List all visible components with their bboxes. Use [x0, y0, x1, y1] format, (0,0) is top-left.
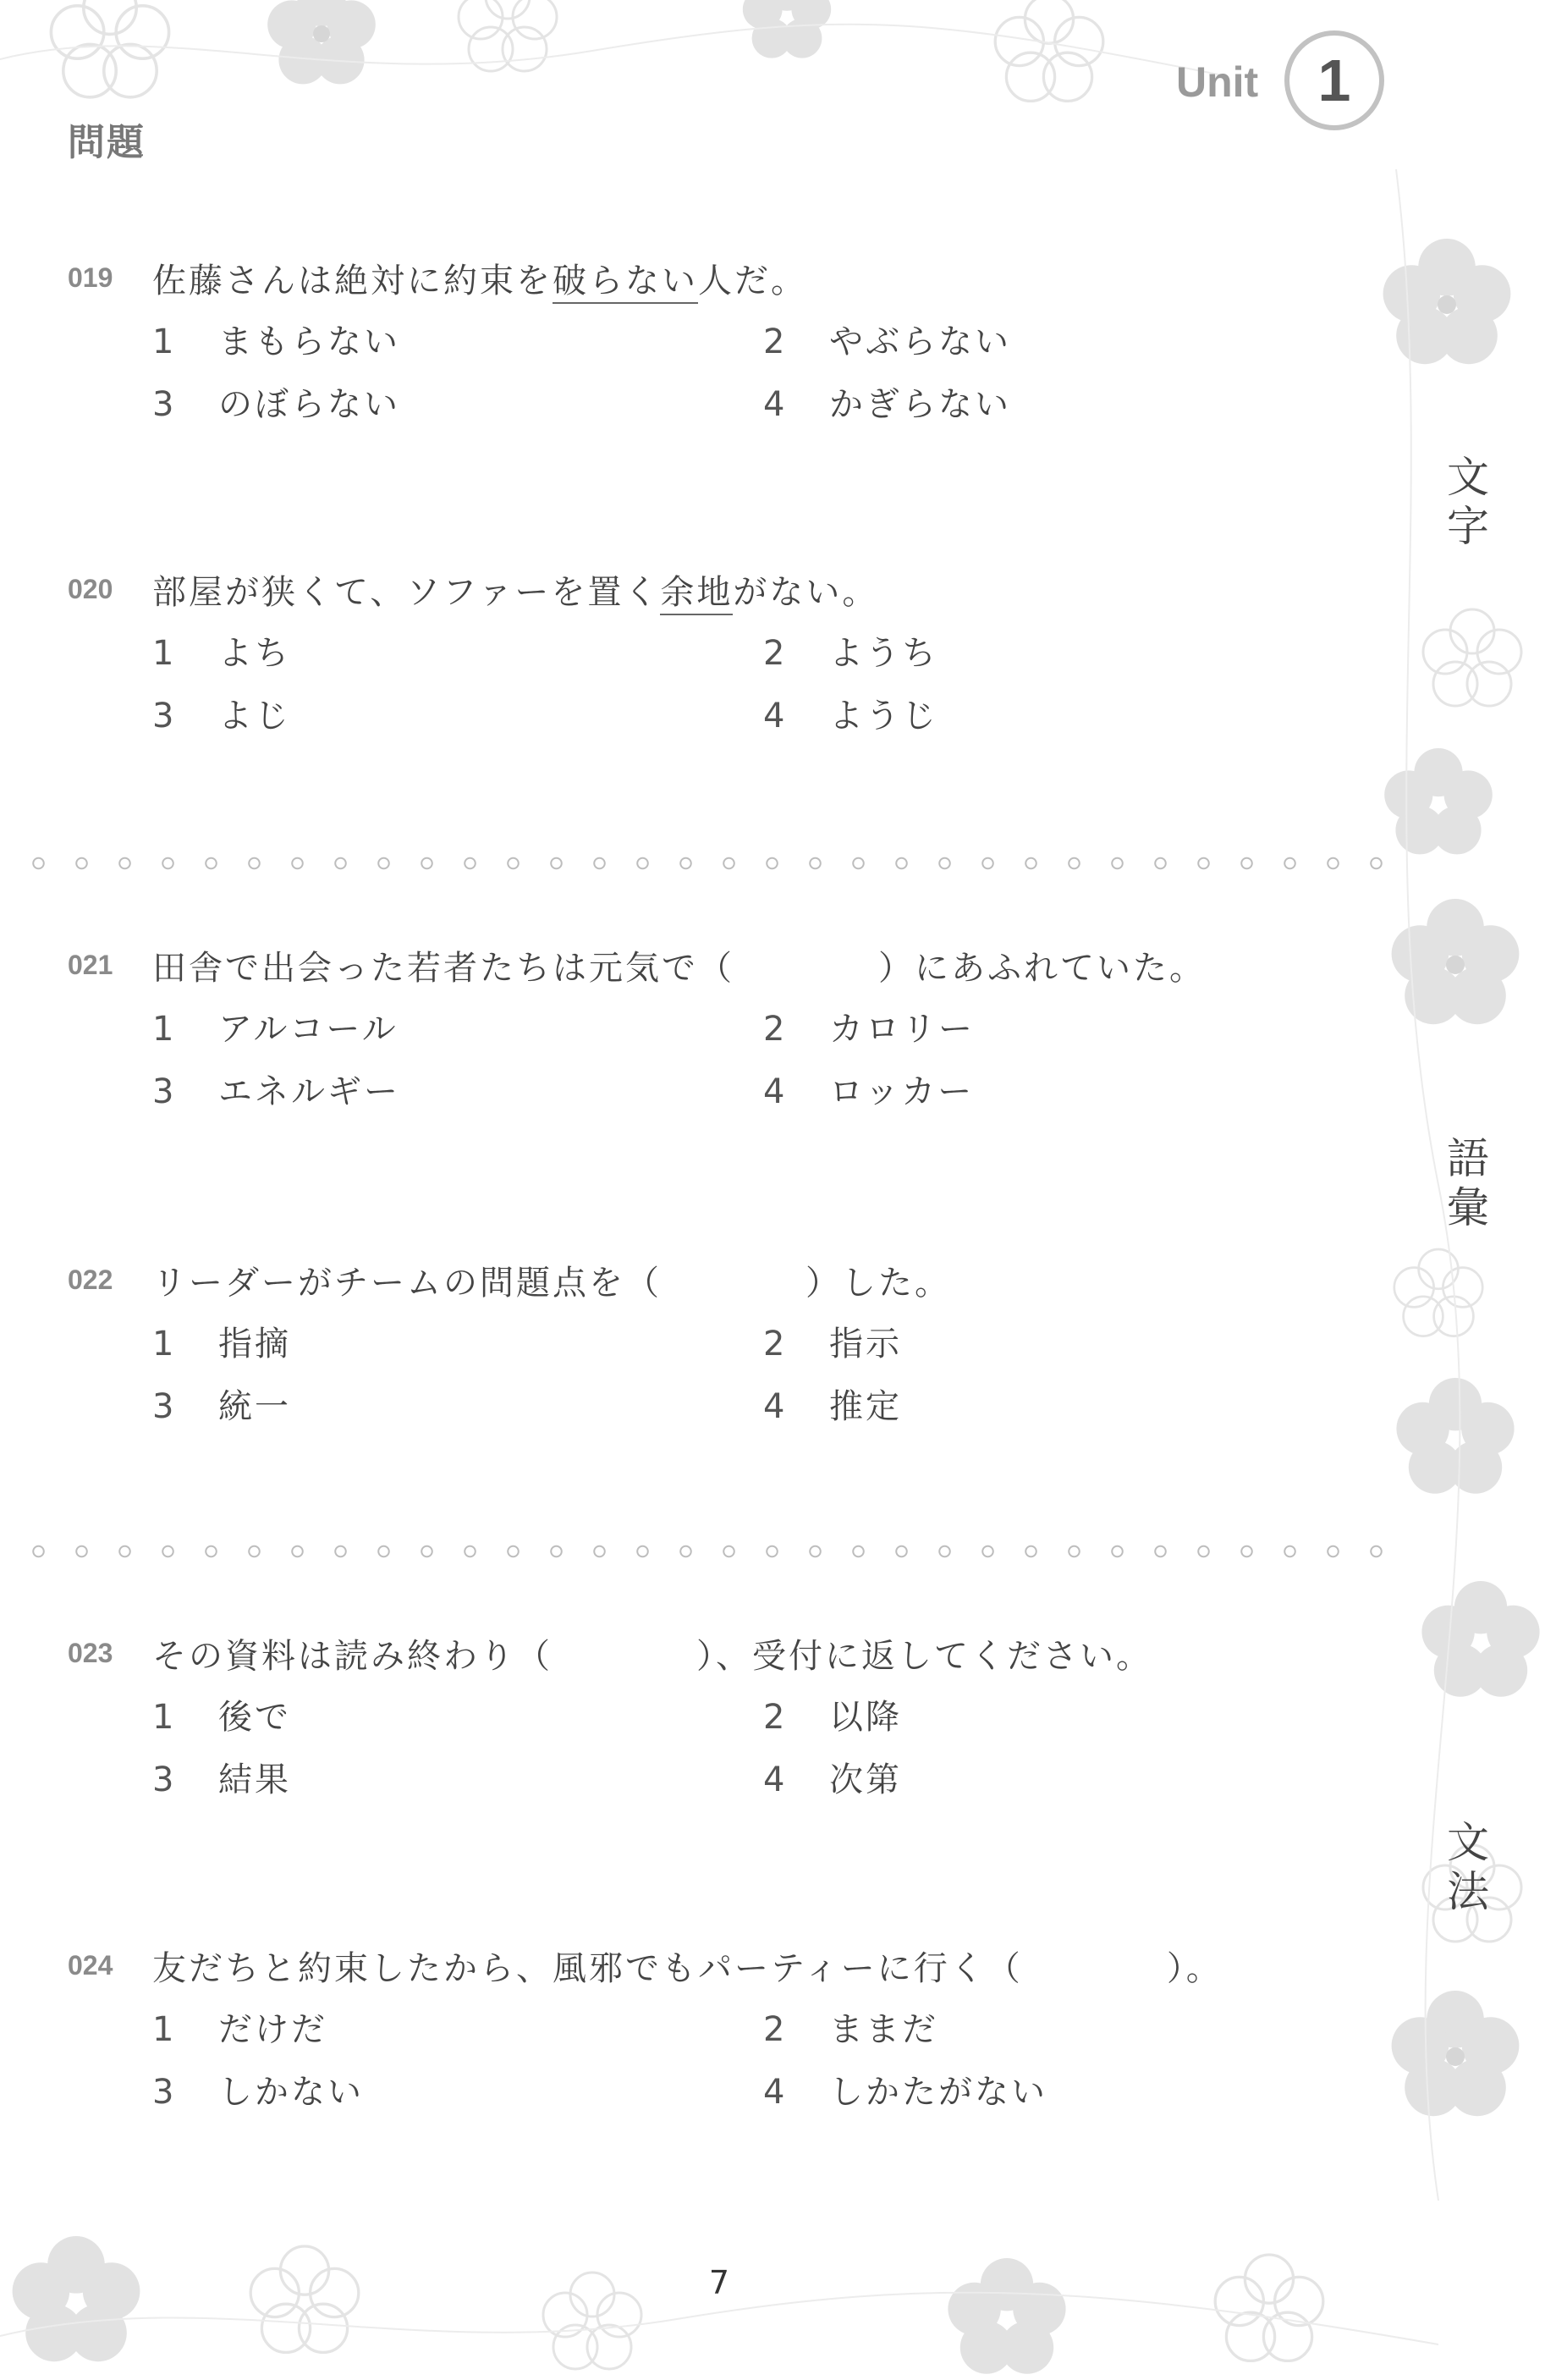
question-024 — [68, 1942, 1388, 2136]
question-text-before: その資料は読み終わり（ — [152, 1637, 553, 1676]
side-tab-char: 文 — [1447, 1818, 1489, 1867]
option-4[interactable]: 4 かぎらない — [763, 385, 1011, 424]
side-tab-bunpo — [1438, 1818, 1498, 1916]
option-2[interactable]: 2 カロリー — [763, 1010, 975, 1049]
question-stem — [68, 941, 1206, 989]
question-number: 024 — [68, 1950, 113, 1981]
option-1[interactable]: 1 後で — [152, 1698, 291, 1737]
section-divider — [17, 855, 1388, 872]
side-tab-char: 法 — [1447, 1867, 1489, 1916]
option-3[interactable]: 3 エネルギー — [152, 1072, 400, 1111]
question-text — [152, 262, 807, 304]
option-3[interactable]: 3 のぼらない — [152, 385, 400, 424]
side-tab-goi — [1438, 1134, 1498, 1232]
question-stem — [68, 565, 878, 614]
question-021 — [68, 941, 1388, 1136]
question-number: 019 — [68, 262, 113, 293]
question-stem — [68, 254, 807, 302]
side-tab-char: 文 — [1447, 453, 1489, 502]
option-4[interactable]: 4 ロッカー — [763, 1072, 975, 1111]
option-4[interactable]: 4 推定 — [763, 1387, 902, 1426]
side-tab-char: 彙 — [1447, 1183, 1489, 1232]
question-number: 023 — [68, 1638, 113, 1668]
option-1[interactable]: 1 よち — [152, 634, 291, 673]
option-3[interactable]: 3 しかない — [152, 2073, 364, 2112]
section-divider — [17, 1543, 1388, 1560]
question-019 — [68, 254, 1388, 449]
unit-number-badge — [1284, 30, 1384, 130]
option-3[interactable]: 3 結果 — [152, 1760, 291, 1799]
question-text-before: 部屋が狭くて、ソファーを置く — [152, 573, 661, 612]
option-1[interactable]: 1 アルコール — [152, 1010, 399, 1049]
question-text — [152, 1637, 1152, 1676]
question-text — [152, 573, 878, 615]
question-text-before: 佐藤さんは絶対に約束を — [152, 262, 553, 300]
option-1[interactable]: 1 だけだ — [152, 2010, 327, 2049]
underlined-word: 破らない — [553, 262, 698, 304]
question-text — [152, 1264, 951, 1303]
option-4[interactable]: 4 次第 — [763, 1760, 902, 1799]
question-stem — [68, 1256, 951, 1304]
option-2[interactable]: 2 ままだ — [763, 2010, 938, 2049]
question-text-after: ）した。 — [805, 1264, 951, 1303]
question-text-before: リーダーがチームの問題点を（ — [152, 1264, 662, 1303]
side-tab-char: 字 — [1447, 502, 1489, 551]
option-1[interactable]: 1 まもらない — [152, 322, 400, 361]
option-4[interactable]: 4 しかたがない — [763, 2073, 1047, 2112]
question-text-after: 人だ。 — [698, 262, 807, 300]
question-number: 021 — [68, 950, 113, 980]
underlined-word: 余地 — [660, 573, 733, 615]
question-text-before: 友だちと約束したから、風邪でもパーティーに行く（ — [152, 1949, 1023, 1988]
question-stem — [68, 1942, 1223, 1990]
option-1[interactable]: 1 指摘 — [152, 1325, 291, 1364]
section-title: 問題 — [68, 121, 146, 164]
side-tab-moji — [1438, 453, 1498, 551]
option-2[interactable]: 2 以降 — [763, 1698, 902, 1737]
option-2[interactable]: 2 やぶらない — [763, 322, 1011, 361]
unit-label: Unit — [1176, 58, 1259, 106]
question-022 — [68, 1256, 1388, 1451]
question-text-after: ）にあふれていた。 — [878, 949, 1206, 988]
page-number: 7 — [708, 2264, 730, 2301]
question-text — [152, 949, 1206, 988]
question-020 — [68, 565, 1388, 760]
question-stem — [68, 1629, 1152, 1678]
option-4[interactable]: 4 ようじ — [763, 697, 938, 735]
question-text-after: ）。 — [1166, 1949, 1223, 1988]
unit-number: 1 — [1317, 47, 1351, 113]
side-tab-char: 語 — [1447, 1134, 1489, 1183]
question-023 — [68, 1629, 1388, 1824]
question-text — [152, 1949, 1223, 1988]
question-text-after: がない。 — [733, 573, 879, 612]
option-3[interactable]: 3 統一 — [152, 1387, 291, 1426]
question-number: 022 — [68, 1264, 113, 1295]
question-number: 020 — [68, 574, 113, 604]
question-text-before: 田舎で出会った若者たちは元気で（ — [152, 949, 734, 988]
option-2[interactable]: 2 指示 — [763, 1325, 902, 1364]
question-text-after: ）、受付に返してください。 — [696, 1637, 1152, 1676]
option-3[interactable]: 3 よじ — [152, 697, 291, 735]
option-2[interactable]: 2 ようち — [763, 634, 938, 673]
